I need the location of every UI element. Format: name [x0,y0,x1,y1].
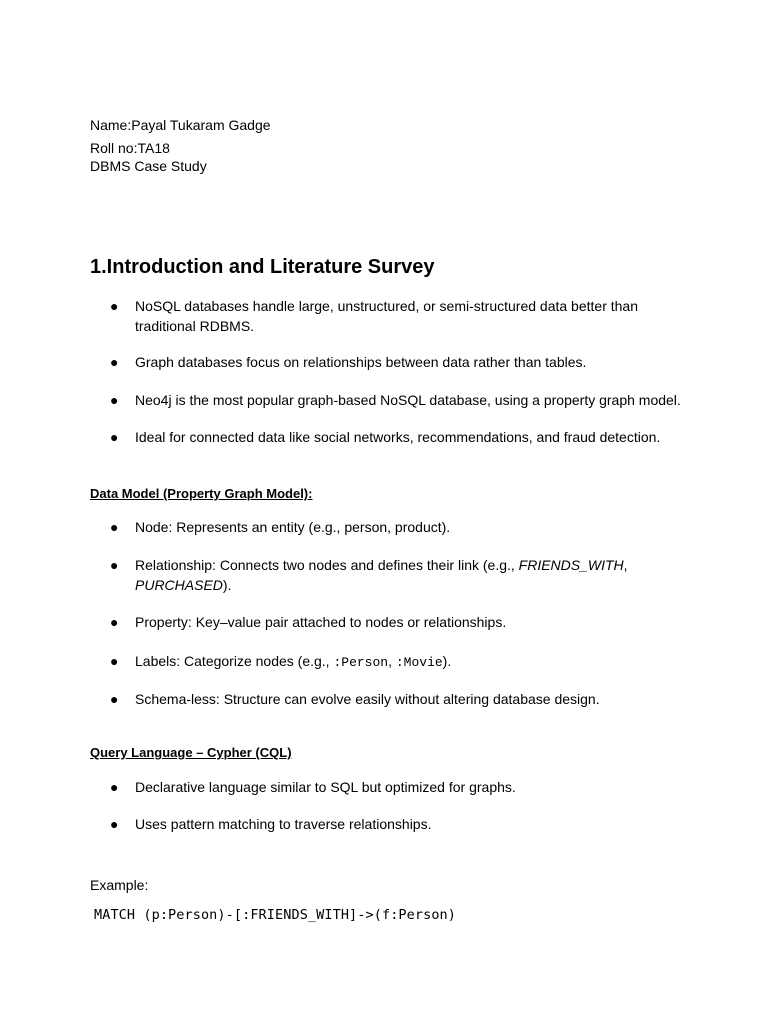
subject-line: DBMS Case Study [90,158,207,174]
subheading-query-language: Query Language – Cypher (CQL) [90,745,292,760]
bullet-text: Node: Represents an entity (e.g., person, product). [135,519,451,535]
separator-text: , [623,557,628,573]
bullet-icon: ● [110,392,119,408]
bullet-icon: ● [110,614,119,630]
section-heading-introduction: 1.Introduction and Literature Survey [90,256,435,278]
relationship-example-purchased: PURCHASED [135,576,223,593]
bullet-text: Neo4j is the most popular graph-based NoSQL database, using a property graph model. [135,392,681,408]
subheading-data-model: Data Model (Property Graph Model): [90,486,313,501]
example-label: Example: [90,877,149,893]
cypher-code-example: MATCH (p:Person)-[:FRIENDS_WITH]->(f:Person) [94,907,457,923]
bullet-text [135,556,635,595]
bullet-icon: ● [110,429,119,445]
suffix-text: ). [222,576,232,593]
separator-text: , [388,653,396,669]
relationship-text: Relationship: Connects two nodes and defines their link (e.g., [135,557,519,573]
labels-text: Labels: Categorize nodes (e.g., [135,653,334,669]
suffix-text: ). [442,653,452,669]
label-code-movie: :Movie [395,655,443,670]
bullet-icon: ● [110,816,119,832]
bullet-text: Uses pattern matching to traverse relationships. [135,816,432,832]
bullet-text: Declarative language similar to SQL but optimized for graphs. [135,779,516,795]
label-code-person: :Person [333,655,389,670]
bullet-icon: ● [110,354,119,370]
relationship-example-friends-with: FRIENDS_WITH [518,557,624,573]
bullet-text: Ideal for connected data like social networks, recommendations, and fraud detection. [135,429,661,445]
bullet-icon: ● [110,557,119,573]
bullet-text: Graph databases focus on relationships between data rather than tables. [135,354,587,370]
bullet-text: Property: Key–value pair attached to nodes or relationships. [135,614,507,630]
bullet-icon: ● [110,779,119,795]
bullet-text: NoSQL databases handle large, unstructured, or semi-structured data better than traditional RDBMS. [135,298,638,334]
student-name: Name:Payal Tukaram Gadge [90,117,271,133]
bullet-icon: ● [110,691,119,707]
bullet-text [135,652,695,673]
bullet-icon: ● [110,653,119,669]
bullet-text: Schema-less: Structure can evolve easily without altering database design. [135,691,600,707]
roll-number: Roll no:TA18 [90,140,170,156]
bullet-icon: ● [110,298,119,314]
bullet-icon: ● [110,519,119,535]
